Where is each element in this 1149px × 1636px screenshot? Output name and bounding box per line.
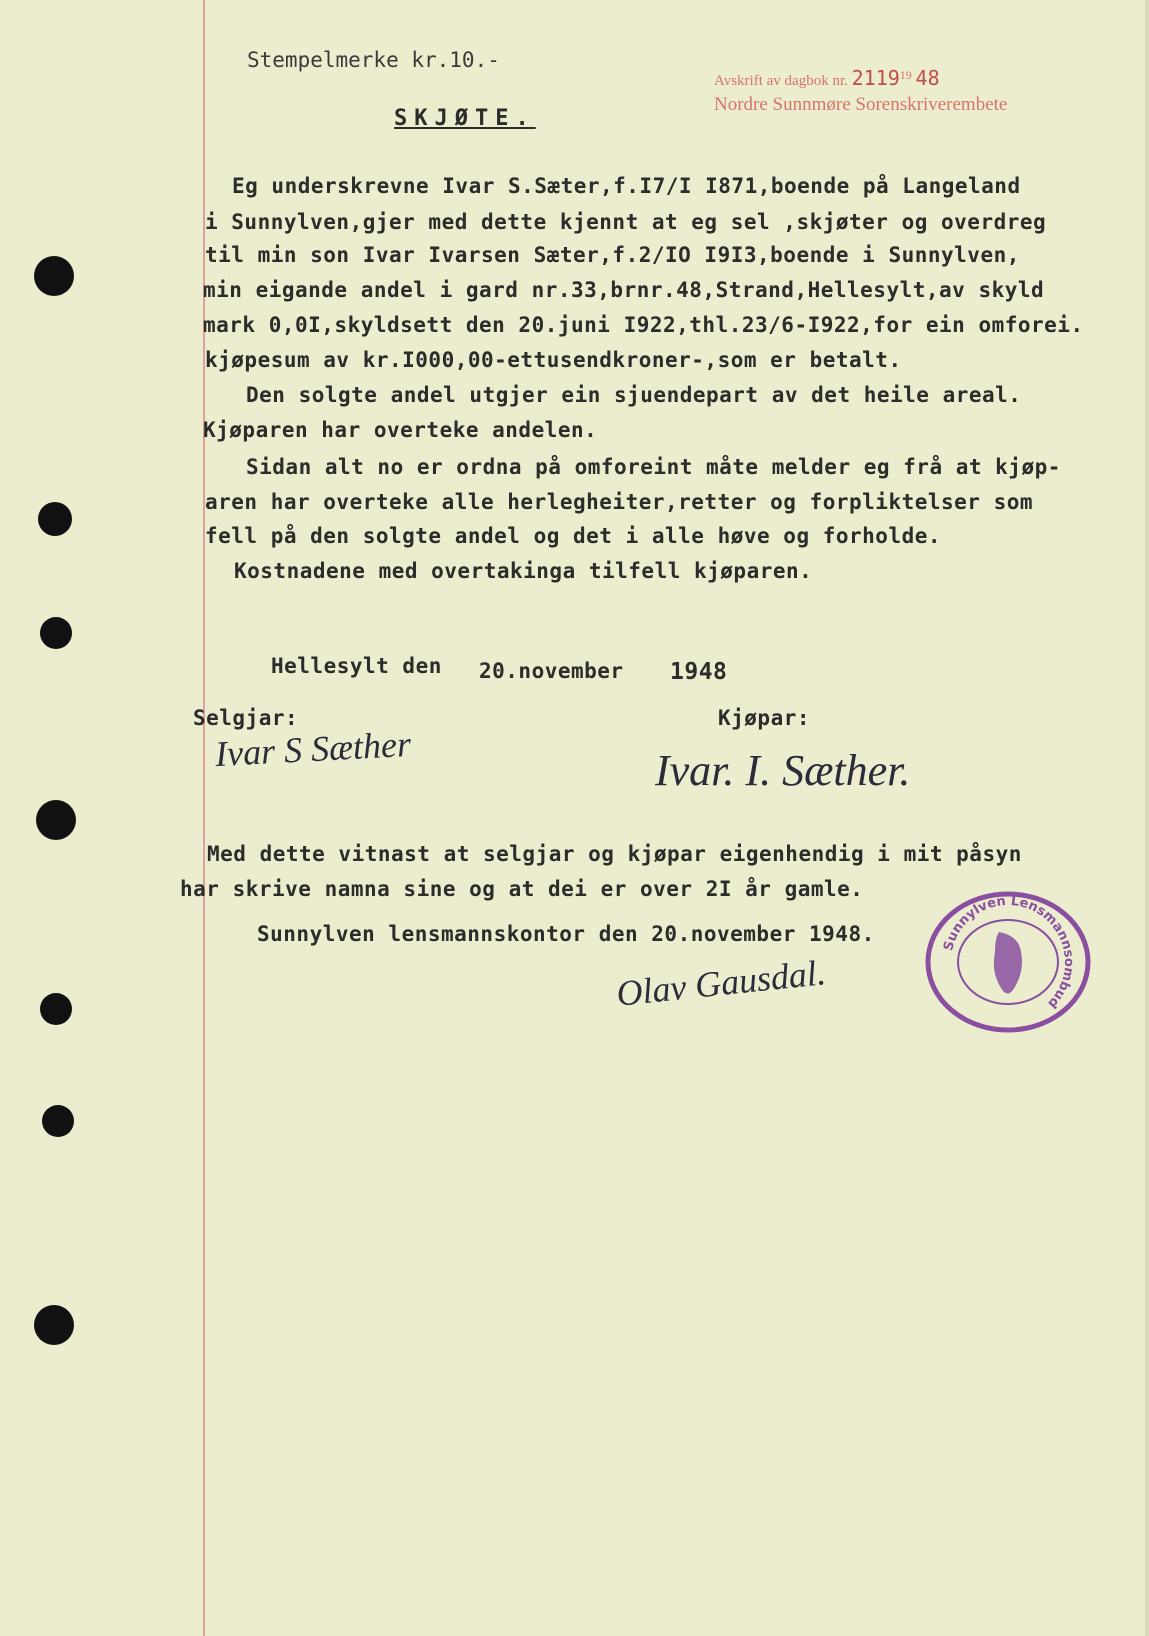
registration-century: 19 xyxy=(899,68,912,82)
place-label: Hellesylt den xyxy=(271,654,442,678)
punch-hole xyxy=(40,617,72,649)
registration-office: Nordre Sunnmøre Sorenskriverembete xyxy=(714,94,1008,115)
punch-hole xyxy=(42,1105,74,1137)
body-line: Sidan alt no er ordna på omforeint måte melder eg frå at kjøp- xyxy=(246,455,1061,479)
witness-line: Med dette vitnast at selgjar og kjøpar eigenhendig i mit påsyn xyxy=(207,842,1022,866)
registration-number: 2119 xyxy=(851,66,900,90)
body-line: aren har overteke alle herlegheiter,retter og forpliktelser som xyxy=(205,490,1034,514)
document-title: SKJØTE. xyxy=(394,106,536,131)
seal-text: Sunnylven Lensmannsombud xyxy=(941,893,1077,1011)
body-line: min eigande andel i gard nr.33,brnr.48,Strand,Hellesylt,av skyld xyxy=(203,278,1045,302)
stamp-note: Stempelmerke kr.10.- xyxy=(247,48,500,72)
body-line: i Sunnylven,gjer med dette kjennt at eg sel ,skjøter og overdreg xyxy=(205,210,1047,234)
body-line: Kostnadene med overtakinga tilfell kjøparen. xyxy=(234,559,813,583)
seller-label: Selgjar: xyxy=(193,706,299,730)
official-signature: Olav Gausdal. xyxy=(614,952,828,1014)
body-line: mark 0,0I,skyldsett den 20.juni I922,thl.23/6-I922,for ein omforei. xyxy=(203,313,1084,337)
buyer-signature: Ivar. I. Sæther. xyxy=(655,746,911,795)
punch-hole xyxy=(34,1305,74,1345)
punch-hole xyxy=(40,993,72,1025)
witness-line: har skrive namna sine og at dei er over 2I år gamle. xyxy=(180,877,864,901)
body-line: Kjøparen har overteke andelen. xyxy=(203,418,598,442)
punch-hole xyxy=(36,800,76,840)
body-line: til min son Ivar Ivarsen Sæter,f.2/IO I9I3,boende i Sunnylven, xyxy=(205,243,1020,267)
page-edge xyxy=(1145,0,1149,1636)
body-line: Eg underskrevne Ivar S.Sæter,f.I7/I I871,boende på Langeland xyxy=(232,174,1021,198)
buyer-label: Kjøpar: xyxy=(718,706,811,730)
registration-prefix: Avskrift av dagbok nr. xyxy=(714,73,848,89)
punch-hole xyxy=(34,256,74,296)
official-seal xyxy=(921,890,1095,1034)
punch-hole xyxy=(38,502,72,536)
body-line: Den solgte andel utgjer ein sjuendepart av det heile areal. xyxy=(246,383,1022,407)
registration-line xyxy=(714,66,940,90)
year: 1948 xyxy=(670,659,728,685)
registration-year: 48 xyxy=(915,66,940,90)
office-date: Sunnylven lensmannskontor den 20.november 1948. xyxy=(257,922,875,946)
seller-signature: Ivar S Sæther xyxy=(214,723,412,775)
body-line: fell på den solgte andel og det i alle høve og forholde. xyxy=(205,524,942,548)
date: 20.november xyxy=(479,659,624,683)
body-line: kjøpesum av kr.I000,00-ettusendkroner-,som er betalt. xyxy=(205,348,902,372)
